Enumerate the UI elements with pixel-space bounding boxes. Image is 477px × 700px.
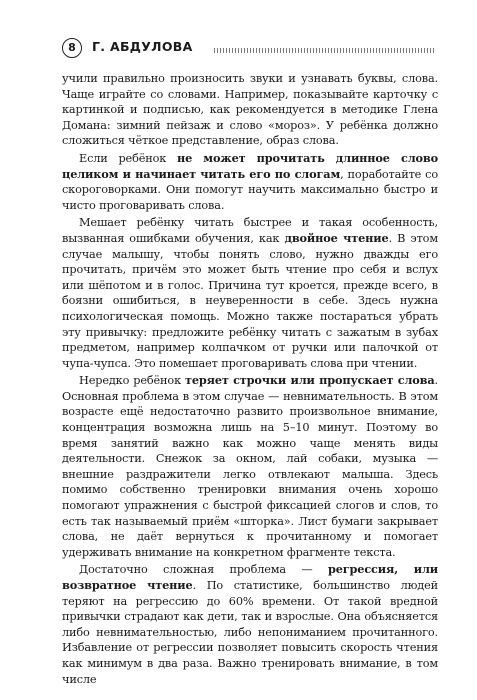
text-run: Если ребёнок bbox=[79, 151, 178, 165]
header-dotted-rule bbox=[214, 48, 434, 53]
author-name: Г. АБДУЛОВА bbox=[92, 39, 193, 54]
bold-phrase: двойное чтение bbox=[284, 230, 389, 245]
text-run: учили правильно произносить звуки и узнавать буквы, слова. Чаще играйте со словами. Например, показывайте карточку с картинкой и подписью, как рекомендуется в методике Глена Домана: зимний пейзаж и слово «мороз». У ребёнка должно сложиться чёткое представление, образ слова. bbox=[62, 72, 438, 148]
paragraph bbox=[62, 215, 438, 371]
text-run: , поработайте со скороговорками. Они помогут научить максимально быстро и чисто проговаривать слова. bbox=[62, 167, 438, 212]
text-run: Нередко ребёнок bbox=[79, 374, 185, 388]
bold-phrase: теряет строчки или пропускает слова bbox=[185, 373, 435, 388]
page-number: 8 bbox=[62, 38, 82, 58]
bold-phrase: не может прочитать длинное слово целиком и начинает читать его по слогам bbox=[62, 150, 438, 181]
paragraph bbox=[62, 151, 438, 213]
paragraph bbox=[62, 373, 438, 560]
text-run: Мешает ребёнку читать быстрее и такая особенность, вызванная ошибками обучения, как bbox=[62, 216, 438, 245]
body-text bbox=[62, 71, 438, 689]
text-run: . Основная проблема в этом случае — невнимательность. В этом возрасте ещё недостаточно развито произвольное внимание, концентрация возможна лишь на 5–10 минут. Поэтому во время занятий важно как можно чаще менять виды деятельности. Снежок за окном, лай собаки, музыка — внешние раздражители легко отвлекают малыша. Здесь помимо собственно тренировки внимания очень хорошо помогают упражнения с быстрой фиксацией слогов и слов, то есть так называемый приём «шторка». Лист бумаги закрывает слова, не даёт вернуться к прочитанному и помогает удерживать внимание на конкретном фрагменте текста. bbox=[62, 374, 438, 559]
paragraph bbox=[62, 562, 438, 687]
running-header bbox=[62, 38, 434, 62]
paragraph bbox=[62, 71, 438, 149]
text-run: . В этом случае малышу, чтобы понять слово, нужно дважды его прочитать, причём это может быть чтение про себя и вслух или шёпотом и в голос. Причина тут кроется, прежде всего, в боязни ошибиться, в неуверенности в себе. Здесь нужна психологическая помощь. Можно также постараться убрать эту привычку: предложите ребёнку читать с зажатым в зубах предметом, например колпачком от ручки или палочкой от чупа-чупса. Это помешает проговаривать слова при чтении. bbox=[62, 231, 438, 370]
text-run: . По статистике, большинство людей теряют на регрессию до 60% времени. От такой вредной привычки страдают как дети, так и взрослые. Она объясняется либо невнимательностью, либо непониманием прочитанного. Избавление от регрессии позволяет повысить скорость чтения как минимум в два раза. Важно тренировать внимание, в том числе bbox=[62, 579, 439, 686]
text-run: Достаточно сложная проблема — bbox=[79, 563, 328, 577]
bold-phrase: регрессия, или возвратное чтение bbox=[62, 562, 438, 592]
